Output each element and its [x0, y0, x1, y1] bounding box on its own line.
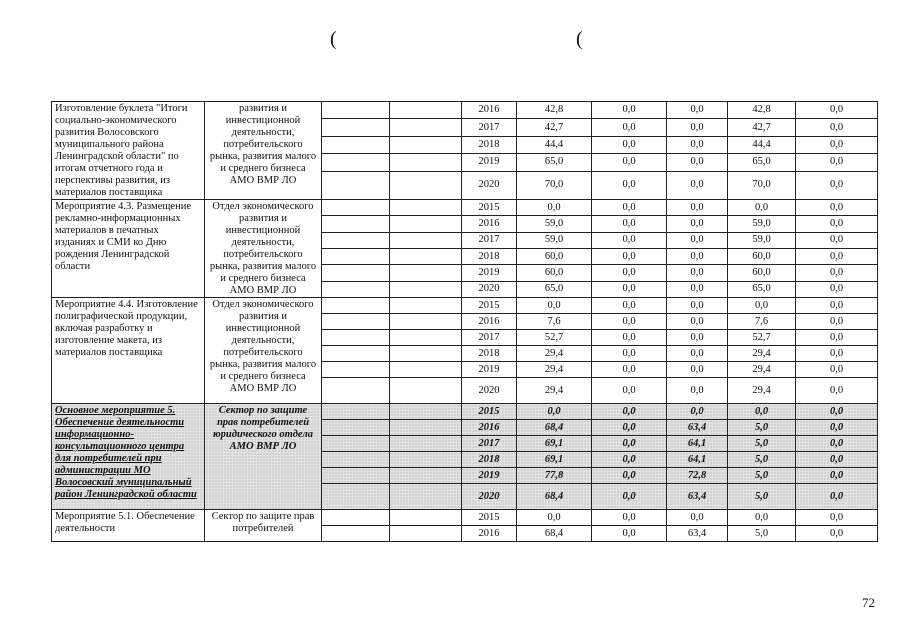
year-cell: 2020 [462, 484, 517, 510]
funding-cell: 0,0 [796, 171, 878, 199]
funding-cell: 0,0 [796, 404, 878, 420]
funding-cell: 72,8 [667, 468, 728, 484]
empty-cell [390, 420, 462, 436]
funding-cell: 0,0 [592, 510, 667, 526]
empty-cell [322, 510, 390, 526]
table-row [52, 102, 878, 119]
year-cell: 2015 [462, 298, 517, 314]
year-cell: 2019 [462, 265, 517, 281]
right-parenthesis: ( [576, 28, 583, 50]
funding-cell: 0,0 [667, 102, 728, 119]
funding-cell: 59,0 [728, 216, 796, 232]
activity-group [52, 102, 878, 200]
total-cell: 0,0 [517, 510, 592, 526]
total-cell: 29,4 [517, 378, 592, 404]
empty-cell [322, 420, 390, 436]
funding-cell: 60,0 [728, 265, 796, 281]
activity-group [52, 298, 878, 404]
activity-name: Мероприятие 5.1. Обеспечение деятельности [52, 510, 205, 542]
empty-cell [390, 346, 462, 362]
funding-cell: 0,0 [592, 171, 667, 199]
empty-cell [322, 468, 390, 484]
year-cell: 2017 [462, 330, 517, 346]
funding-cell: 0,0 [667, 119, 728, 136]
funding-cell: 5,0 [728, 436, 796, 452]
funding-cell: 0,0 [592, 346, 667, 362]
funding-cell: 0,0 [796, 200, 878, 216]
funding-cell: 44,4 [728, 136, 796, 153]
funding-cell: 0,0 [796, 265, 878, 281]
funding-cell: 0,0 [796, 420, 878, 436]
funding-cell: 0,0 [796, 154, 878, 171]
total-cell: 65,0 [517, 281, 592, 297]
funding-cell: 0,0 [667, 216, 728, 232]
funding-cell: 0,0 [592, 330, 667, 346]
left-parenthesis: ( [330, 28, 337, 50]
empty-cell [390, 248, 462, 264]
activity-name: Основное мероприятие 5. Обеспечение деятельности информационно-консультационного центра для потребителей при администрации МО Волосовский муниципальный район Ленинградской области [52, 404, 205, 510]
empty-cell [322, 526, 390, 542]
funding-cell: 0,0 [796, 232, 878, 248]
year-cell: 2019 [462, 362, 517, 378]
total-cell: 52,7 [517, 330, 592, 346]
year-cell: 2017 [462, 119, 517, 136]
year-cell: 2015 [462, 404, 517, 420]
executor-name: Сектор по защите прав потребителей [205, 510, 322, 542]
table-row [52, 510, 878, 526]
funding-cell: 0,0 [796, 510, 878, 526]
total-cell: 29,4 [517, 362, 592, 378]
empty-cell [322, 200, 390, 216]
funding-cell: 63,4 [667, 484, 728, 510]
table-row [52, 298, 878, 314]
empty-cell [322, 314, 390, 330]
total-cell: 29,4 [517, 346, 592, 362]
empty-cell [390, 362, 462, 378]
funding-cell: 0,0 [796, 102, 878, 119]
funding-cell: 0,0 [592, 420, 667, 436]
funding-cell: 0,0 [796, 136, 878, 153]
funding-cell: 0,0 [667, 171, 728, 199]
year-cell: 2019 [462, 468, 517, 484]
empty-cell [390, 468, 462, 484]
empty-cell [390, 484, 462, 510]
funding-cell: 0,0 [796, 436, 878, 452]
funding-cell: 0,0 [796, 330, 878, 346]
empty-cell [390, 314, 462, 330]
empty-cell [322, 265, 390, 281]
empty-cell [322, 248, 390, 264]
funding-cell: 5,0 [728, 452, 796, 468]
funding-cell: 0,0 [796, 468, 878, 484]
funding-cell: 42,7 [728, 119, 796, 136]
activity-group [52, 200, 878, 298]
funding-cell: 0,0 [667, 232, 728, 248]
empty-cell [322, 281, 390, 297]
empty-cell [390, 265, 462, 281]
funding-cell: 0,0 [796, 526, 878, 542]
activity-name: Мероприятие 4.4. Изготовление полиграфической продукции, включая разработку и изготовление макета, из материалов поставщика [52, 298, 205, 404]
main-activity-group [52, 404, 878, 510]
funding-cell: 0,0 [667, 298, 728, 314]
year-cell: 2015 [462, 510, 517, 526]
funding-cell: 65,0 [728, 281, 796, 297]
total-cell: 59,0 [517, 216, 592, 232]
total-cell: 60,0 [517, 265, 592, 281]
funding-cell: 0,0 [728, 298, 796, 314]
total-cell: 68,4 [517, 484, 592, 510]
executor-name: развития и инвестиционной деятельности, потребительского рынка, развития малого и среднего бизнеса АМО ВМР ЛО [205, 102, 322, 200]
empty-cell [390, 452, 462, 468]
empty-cell [390, 200, 462, 216]
empty-cell [390, 154, 462, 171]
funding-cell: 0,0 [592, 154, 667, 171]
funding-cell: 63,4 [667, 526, 728, 542]
empty-cell [390, 330, 462, 346]
funding-cell: 0,0 [667, 136, 728, 153]
empty-cell [322, 436, 390, 452]
total-cell: 7,6 [517, 314, 592, 330]
funding-cell: 0,0 [592, 216, 667, 232]
total-cell: 68,4 [517, 420, 592, 436]
year-cell: 2015 [462, 200, 517, 216]
empty-cell [322, 136, 390, 153]
funding-cell: 0,0 [796, 378, 878, 404]
funding-cell: 0,0 [667, 378, 728, 404]
year-cell: 2016 [462, 420, 517, 436]
empty-cell [322, 102, 390, 119]
funding-cell: 0,0 [667, 314, 728, 330]
empty-cell [390, 119, 462, 136]
funding-cell: 0,0 [667, 265, 728, 281]
executor-name: Отдел экономического развития и инвестиционной деятельности, потребительского рынка, развития малого и среднего бизнеса АМО ВМР ЛО [205, 298, 322, 404]
funding-cell: 0,0 [592, 404, 667, 420]
year-cell: 2016 [462, 314, 517, 330]
empty-cell [322, 378, 390, 404]
funding-cell: 0,0 [592, 484, 667, 510]
activity-name: Изготовление буклета "Итоги социально-экономического развития Волосовского муниципального района Ленинградской области" по итогам отчетного года и перспективы развития, из материалов поставщика [52, 102, 205, 200]
year-cell: 2020 [462, 281, 517, 297]
empty-cell [322, 346, 390, 362]
funding-cell: 0,0 [592, 468, 667, 484]
funding-cell: 0,0 [667, 404, 728, 420]
empty-cell [390, 136, 462, 153]
year-cell: 2016 [462, 216, 517, 232]
empty-cell [322, 154, 390, 171]
executor-name: Отдел экономического развития и инвестиционной деятельности, потребительского рынка, развития малого и среднего бизнеса АМО ВМР ЛО [205, 200, 322, 298]
empty-cell [322, 216, 390, 232]
funding-cell: 0,0 [667, 281, 728, 297]
empty-cell [390, 102, 462, 119]
funding-cell: 64,1 [667, 436, 728, 452]
total-cell: 42,8 [517, 102, 592, 119]
funding-cell: 29,4 [728, 362, 796, 378]
total-cell: 69,1 [517, 452, 592, 468]
funding-cell: 0,0 [796, 216, 878, 232]
funding-cell: 0,0 [796, 119, 878, 136]
funding-cell: 5,0 [728, 526, 796, 542]
funding-cell: 0,0 [667, 362, 728, 378]
empty-cell [322, 298, 390, 314]
funding-cell: 0,0 [592, 200, 667, 216]
funding-cell: 0,0 [667, 330, 728, 346]
empty-cell [390, 436, 462, 452]
funding-cell: 63,4 [667, 420, 728, 436]
empty-cell [322, 171, 390, 199]
funding-cell: 0,0 [592, 314, 667, 330]
funding-cell: 0,0 [667, 154, 728, 171]
empty-cell [390, 378, 462, 404]
year-cell: 2018 [462, 346, 517, 362]
empty-cell [322, 119, 390, 136]
funding-cell: 0,0 [592, 281, 667, 297]
funding-cell: 0,0 [592, 362, 667, 378]
funding-cell: 0,0 [796, 248, 878, 264]
funding-cell: 0,0 [728, 404, 796, 420]
funding-cell: 0,0 [667, 200, 728, 216]
funding-cell: 64,1 [667, 452, 728, 468]
funding-cell: 0,0 [592, 248, 667, 264]
empty-cell [322, 362, 390, 378]
funding-cell: 70,0 [728, 171, 796, 199]
funding-cell: 29,4 [728, 378, 796, 404]
year-cell: 2017 [462, 436, 517, 452]
total-cell: 68,4 [517, 526, 592, 542]
funding-cell: 42,8 [728, 102, 796, 119]
executor-name: Сектор по защите прав потребителей юридического отдела АМО ВМР ЛО [205, 404, 322, 510]
activity-name: Мероприятие 4.3. Размещение рекламно-информационных материалов в печатных изданиях и СМИ ко Дню рождения Ленинградской области [52, 200, 205, 298]
funding-cell: 0,0 [796, 362, 878, 378]
page-number: 72 [862, 595, 875, 610]
total-cell: 69,1 [517, 436, 592, 452]
table-row [52, 200, 878, 216]
funding-cell: 60,0 [728, 248, 796, 264]
funding-cell: 0,0 [592, 136, 667, 153]
total-cell: 65,0 [517, 154, 592, 171]
funding-cell: 0,0 [728, 200, 796, 216]
funding-cell: 0,0 [592, 526, 667, 542]
empty-cell [390, 510, 462, 526]
funding-cell: 0,0 [667, 346, 728, 362]
year-cell: 2018 [462, 452, 517, 468]
total-cell: 42,7 [517, 119, 592, 136]
table-row [52, 404, 878, 420]
funding-cell: 65,0 [728, 154, 796, 171]
empty-cell [390, 526, 462, 542]
total-cell: 60,0 [517, 248, 592, 264]
funding-cell: 0,0 [796, 346, 878, 362]
funding-cell: 29,4 [728, 346, 796, 362]
total-cell: 70,0 [517, 171, 592, 199]
funding-cell: 0,0 [728, 510, 796, 526]
funding-cell: 0,0 [796, 298, 878, 314]
funding-cell: 0,0 [796, 281, 878, 297]
empty-cell [390, 281, 462, 297]
funding-cell: 0,0 [796, 484, 878, 510]
empty-cell [390, 171, 462, 199]
funding-cell: 52,7 [728, 330, 796, 346]
year-cell: 2016 [462, 102, 517, 119]
year-cell: 2017 [462, 232, 517, 248]
funding-cell: 0,0 [796, 452, 878, 468]
year-cell: 2016 [462, 526, 517, 542]
empty-cell [390, 216, 462, 232]
year-cell: 2020 [462, 171, 517, 199]
total-cell: 44,4 [517, 136, 592, 153]
total-cell: 0,0 [517, 404, 592, 420]
activity-group [52, 510, 878, 542]
empty-cell [322, 404, 390, 420]
year-cell: 2018 [462, 136, 517, 153]
funding-cell: 0,0 [592, 119, 667, 136]
year-cell: 2019 [462, 154, 517, 171]
funding-cell: 0,0 [667, 510, 728, 526]
funding-cell: 0,0 [592, 436, 667, 452]
total-cell: 59,0 [517, 232, 592, 248]
total-cell: 77,8 [517, 468, 592, 484]
funding-cell: 0,0 [796, 314, 878, 330]
empty-cell [390, 232, 462, 248]
total-cell: 0,0 [517, 200, 592, 216]
funding-cell: 0,0 [592, 378, 667, 404]
funding-cell: 5,0 [728, 484, 796, 510]
empty-cell [322, 484, 390, 510]
funding-cell: 0,0 [592, 452, 667, 468]
year-cell: 2018 [462, 248, 517, 264]
funding-cell: 59,0 [728, 232, 796, 248]
total-cell: 0,0 [517, 298, 592, 314]
funding-cell: 0,0 [592, 102, 667, 119]
empty-cell [390, 298, 462, 314]
funding-cell: 5,0 [728, 420, 796, 436]
funding-cell: 0,0 [592, 265, 667, 281]
empty-cell [322, 452, 390, 468]
empty-cell [322, 232, 390, 248]
funding-cell: 5,0 [728, 468, 796, 484]
empty-cell [322, 330, 390, 346]
funding-cell: 0,0 [592, 232, 667, 248]
funding-cell: 0,0 [667, 248, 728, 264]
budget-table [51, 101, 878, 542]
funding-cell: 0,0 [592, 298, 667, 314]
year-cell: 2020 [462, 378, 517, 404]
funding-cell: 7,6 [728, 314, 796, 330]
empty-cell [390, 404, 462, 420]
